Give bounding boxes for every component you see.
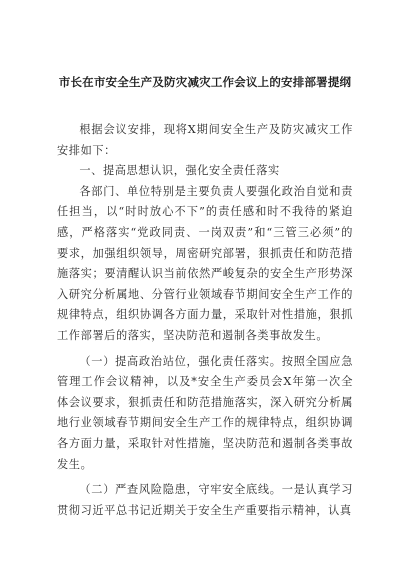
- subsection-1-paragraph: （一）提高政治站位，强化责任落实。按照全国应急管理工作会议精神，以及*安全生产委员会X年第一次全体会议要求，狠抓责任和防范措施落实，深入研究分析属地行业领域春节期间安全生产工作的规律特点，组织协调各方面力量，采取针对性措施，坚决防范和遏制各类事故发生。: [57, 354, 353, 471]
- section-heading-1: 一、提高思想认识，强化安全责任落实: [79, 164, 280, 178]
- subsection-2-paragraph: （二）严查风险隐患，守牢安全底线。一是认真学习贯彻习近平总书记近期关于安全生产重要指示精神，认真: [57, 483, 353, 517]
- document-title: 市长在市安全生产及防灾减灾工作会议上的安排部署提纲: [58, 75, 352, 89]
- intro-paragraph: 根据会议安排，现将X期间安全生产及防灾减灾工作安排如下：: [57, 123, 353, 157]
- document-body: [57, 120, 353, 521]
- section-1-paragraph: 各部门、单位特别是主要负责人要强化政治自觉和责任担当，以“时时放心不下”的责任感和时不我待的紧迫感，严格落实“党政同责、一岗双责”和“三管三必须”的要求，加强组织领导，周密研究部署，狠抓责任和防范措施落实；要清醒认识当前依然严峻复杂的安全生产形势深入研究分析属地、分管行业领域春节期间安全生产工作的规律特点，组织协调各方面力量，采取针对性措施，狠抓工作部署后的落实，坚决防范和遏制各类事故发生。: [57, 184, 353, 342]
